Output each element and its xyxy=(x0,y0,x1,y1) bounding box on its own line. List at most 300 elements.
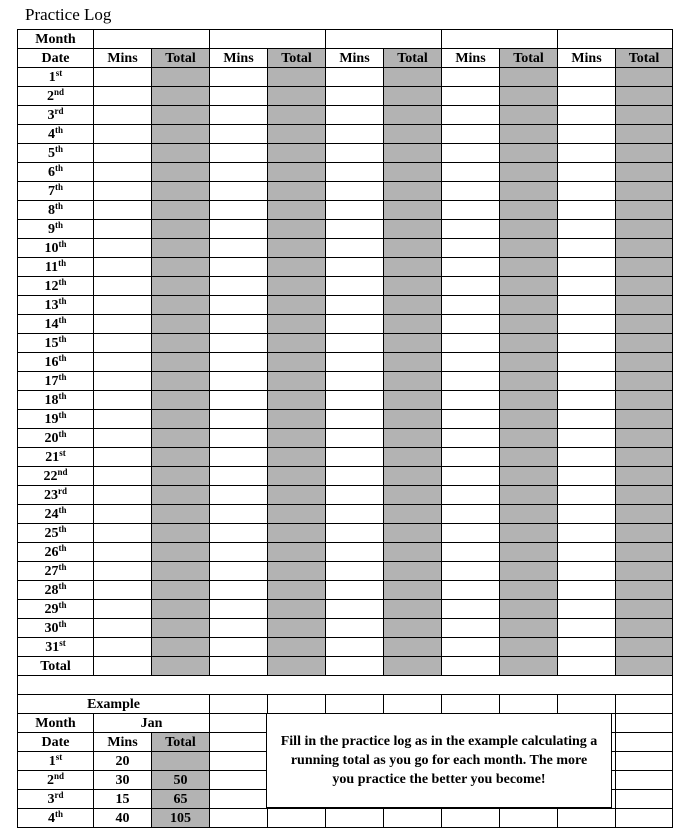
mins-input[interactable] xyxy=(210,68,268,87)
total-input[interactable] xyxy=(384,258,442,277)
total-input[interactable] xyxy=(384,391,442,410)
mins-input[interactable] xyxy=(442,543,500,562)
total-input[interactable] xyxy=(500,353,558,372)
total-input[interactable] xyxy=(384,87,442,106)
total-input[interactable] xyxy=(616,657,673,676)
total-input[interactable] xyxy=(500,448,558,467)
mins-input[interactable] xyxy=(210,315,268,334)
mins-input[interactable] xyxy=(326,429,384,448)
mins-input[interactable] xyxy=(442,581,500,600)
mins-input[interactable] xyxy=(558,638,616,657)
mins-input[interactable] xyxy=(94,106,152,125)
total-input[interactable] xyxy=(616,334,673,353)
mins-input[interactable] xyxy=(558,391,616,410)
total-input[interactable] xyxy=(152,467,210,486)
total-input[interactable] xyxy=(500,144,558,163)
mins-input[interactable] xyxy=(558,125,616,144)
mins-input[interactable] xyxy=(94,277,152,296)
mins-input[interactable] xyxy=(326,391,384,410)
total-input[interactable] xyxy=(152,239,210,258)
month-input[interactable] xyxy=(94,30,210,49)
total-input[interactable] xyxy=(500,638,558,657)
mins-input[interactable] xyxy=(558,372,616,391)
total-input[interactable] xyxy=(616,182,673,201)
mins-input[interactable] xyxy=(94,562,152,581)
total-input[interactable] xyxy=(384,144,442,163)
mins-input[interactable] xyxy=(94,68,152,87)
total-input[interactable] xyxy=(616,391,673,410)
total-input[interactable] xyxy=(152,277,210,296)
total-input[interactable] xyxy=(152,410,210,429)
mins-input[interactable] xyxy=(94,543,152,562)
total-input[interactable] xyxy=(616,429,673,448)
total-input[interactable] xyxy=(268,220,326,239)
mins-input[interactable] xyxy=(94,220,152,239)
mins-input[interactable] xyxy=(94,486,152,505)
mins-input[interactable] xyxy=(326,448,384,467)
mins-input[interactable] xyxy=(558,182,616,201)
total-input[interactable] xyxy=(152,581,210,600)
mins-input[interactable] xyxy=(326,277,384,296)
mins-input[interactable] xyxy=(326,638,384,657)
total-input[interactable] xyxy=(500,239,558,258)
total-input[interactable] xyxy=(152,600,210,619)
mins-input[interactable] xyxy=(326,315,384,334)
total-input[interactable] xyxy=(616,315,673,334)
mins-input[interactable] xyxy=(326,125,384,144)
mins-input[interactable] xyxy=(210,372,268,391)
mins-input[interactable] xyxy=(210,600,268,619)
mins-input[interactable] xyxy=(442,638,500,657)
mins-input[interactable] xyxy=(442,448,500,467)
mins-input[interactable] xyxy=(326,410,384,429)
total-input[interactable] xyxy=(268,277,326,296)
total-input[interactable] xyxy=(500,543,558,562)
mins-input[interactable] xyxy=(326,220,384,239)
mins-input[interactable] xyxy=(442,277,500,296)
total-input[interactable] xyxy=(616,87,673,106)
mins-input[interactable] xyxy=(442,239,500,258)
mins-input[interactable] xyxy=(326,372,384,391)
mins-input[interactable] xyxy=(442,619,500,638)
mins-input[interactable] xyxy=(442,372,500,391)
total-input[interactable] xyxy=(152,486,210,505)
total-input[interactable] xyxy=(152,505,210,524)
total-input[interactable] xyxy=(384,600,442,619)
mins-input[interactable] xyxy=(558,657,616,676)
month-input[interactable] xyxy=(558,30,673,49)
total-input[interactable] xyxy=(152,182,210,201)
total-input[interactable] xyxy=(152,353,210,372)
mins-input[interactable] xyxy=(210,448,268,467)
mins-input[interactable] xyxy=(326,657,384,676)
mins-input[interactable] xyxy=(442,87,500,106)
total-input[interactable] xyxy=(616,125,673,144)
mins-input[interactable] xyxy=(558,562,616,581)
mins-input[interactable] xyxy=(210,258,268,277)
total-input[interactable] xyxy=(152,87,210,106)
mins-input[interactable] xyxy=(558,524,616,543)
total-input[interactable] xyxy=(500,524,558,543)
total-input[interactable] xyxy=(268,543,326,562)
total-input[interactable] xyxy=(500,505,558,524)
mins-input[interactable] xyxy=(210,163,268,182)
mins-input[interactable] xyxy=(326,144,384,163)
mins-input[interactable] xyxy=(326,106,384,125)
total-input[interactable] xyxy=(500,372,558,391)
mins-input[interactable] xyxy=(94,391,152,410)
mins-input[interactable] xyxy=(442,562,500,581)
mins-input[interactable] xyxy=(94,163,152,182)
total-input[interactable] xyxy=(268,353,326,372)
mins-input[interactable] xyxy=(558,258,616,277)
mins-input[interactable] xyxy=(210,239,268,258)
total-input[interactable] xyxy=(384,68,442,87)
mins-input[interactable] xyxy=(558,296,616,315)
total-input[interactable] xyxy=(616,410,673,429)
total-input[interactable] xyxy=(152,429,210,448)
total-input[interactable] xyxy=(500,201,558,220)
mins-input[interactable] xyxy=(558,144,616,163)
mins-input[interactable] xyxy=(94,144,152,163)
total-input[interactable] xyxy=(384,163,442,182)
total-input[interactable] xyxy=(268,334,326,353)
total-input[interactable] xyxy=(500,87,558,106)
mins-input[interactable] xyxy=(94,410,152,429)
mins-input[interactable] xyxy=(442,144,500,163)
total-input[interactable] xyxy=(384,220,442,239)
mins-input[interactable] xyxy=(558,619,616,638)
mins-input[interactable] xyxy=(326,87,384,106)
total-input[interactable] xyxy=(500,467,558,486)
total-input[interactable] xyxy=(268,448,326,467)
mins-input[interactable] xyxy=(210,410,268,429)
total-input[interactable] xyxy=(616,524,673,543)
mins-input[interactable] xyxy=(442,353,500,372)
mins-input[interactable] xyxy=(94,125,152,144)
total-input[interactable] xyxy=(268,258,326,277)
total-input[interactable] xyxy=(268,182,326,201)
mins-input[interactable] xyxy=(210,524,268,543)
mins-input[interactable] xyxy=(326,619,384,638)
mins-input[interactable] xyxy=(94,239,152,258)
mins-input[interactable] xyxy=(442,258,500,277)
total-input[interactable] xyxy=(616,106,673,125)
mins-input[interactable] xyxy=(210,201,268,220)
mins-input[interactable] xyxy=(442,429,500,448)
mins-input[interactable] xyxy=(94,372,152,391)
total-input[interactable] xyxy=(384,524,442,543)
total-input[interactable] xyxy=(500,562,558,581)
mins-input[interactable] xyxy=(210,353,268,372)
total-input[interactable] xyxy=(616,467,673,486)
total-input[interactable] xyxy=(152,163,210,182)
mins-input[interactable] xyxy=(210,125,268,144)
total-input[interactable] xyxy=(152,106,210,125)
mins-input[interactable] xyxy=(94,467,152,486)
mins-input[interactable] xyxy=(210,220,268,239)
mins-input[interactable] xyxy=(558,467,616,486)
mins-input[interactable] xyxy=(558,277,616,296)
mins-input[interactable] xyxy=(326,182,384,201)
total-input[interactable] xyxy=(268,581,326,600)
total-input[interactable] xyxy=(384,638,442,657)
total-input[interactable] xyxy=(616,619,673,638)
total-input[interactable] xyxy=(616,486,673,505)
total-input[interactable] xyxy=(616,163,673,182)
total-input[interactable] xyxy=(268,372,326,391)
mins-input[interactable] xyxy=(94,505,152,524)
mins-input[interactable] xyxy=(210,391,268,410)
mins-input[interactable] xyxy=(210,581,268,600)
total-input[interactable] xyxy=(384,562,442,581)
mins-input[interactable] xyxy=(210,429,268,448)
mins-input[interactable] xyxy=(210,106,268,125)
mins-input[interactable] xyxy=(558,600,616,619)
mins-input[interactable] xyxy=(210,277,268,296)
total-input[interactable] xyxy=(152,619,210,638)
month-input[interactable] xyxy=(210,30,326,49)
mins-input[interactable] xyxy=(210,87,268,106)
total-input[interactable] xyxy=(616,353,673,372)
mins-input[interactable] xyxy=(210,562,268,581)
total-input[interactable] xyxy=(616,505,673,524)
mins-input[interactable] xyxy=(210,486,268,505)
mins-input[interactable] xyxy=(558,353,616,372)
total-input[interactable] xyxy=(500,657,558,676)
total-input[interactable] xyxy=(268,562,326,581)
total-input[interactable] xyxy=(500,600,558,619)
total-input[interactable] xyxy=(268,410,326,429)
total-input[interactable] xyxy=(500,334,558,353)
total-input[interactable] xyxy=(500,486,558,505)
mins-input[interactable] xyxy=(94,619,152,638)
mins-input[interactable] xyxy=(210,657,268,676)
mins-input[interactable] xyxy=(442,201,500,220)
mins-input[interactable] xyxy=(442,296,500,315)
mins-input[interactable] xyxy=(326,68,384,87)
total-input[interactable] xyxy=(500,410,558,429)
mins-input[interactable] xyxy=(442,410,500,429)
total-input[interactable] xyxy=(500,619,558,638)
mins-input[interactable] xyxy=(326,201,384,220)
total-input[interactable] xyxy=(384,353,442,372)
total-input[interactable] xyxy=(268,144,326,163)
total-input[interactable] xyxy=(268,239,326,258)
total-input[interactable] xyxy=(616,258,673,277)
mins-input[interactable] xyxy=(210,638,268,657)
total-input[interactable] xyxy=(616,296,673,315)
total-input[interactable] xyxy=(268,391,326,410)
mins-input[interactable] xyxy=(94,353,152,372)
mins-input[interactable] xyxy=(94,657,152,676)
total-input[interactable] xyxy=(152,296,210,315)
total-input[interactable] xyxy=(268,429,326,448)
mins-input[interactable] xyxy=(94,182,152,201)
total-input[interactable] xyxy=(616,600,673,619)
mins-input[interactable] xyxy=(210,334,268,353)
mins-input[interactable] xyxy=(210,505,268,524)
total-input[interactable] xyxy=(616,239,673,258)
total-input[interactable] xyxy=(268,600,326,619)
total-input[interactable] xyxy=(500,68,558,87)
mins-input[interactable] xyxy=(442,505,500,524)
total-input[interactable] xyxy=(500,163,558,182)
total-input[interactable] xyxy=(384,619,442,638)
total-input[interactable] xyxy=(616,201,673,220)
total-input[interactable] xyxy=(500,581,558,600)
mins-input[interactable] xyxy=(210,296,268,315)
total-input[interactable] xyxy=(384,543,442,562)
mins-input[interactable] xyxy=(94,315,152,334)
mins-input[interactable] xyxy=(210,144,268,163)
mins-input[interactable] xyxy=(210,543,268,562)
mins-input[interactable] xyxy=(210,182,268,201)
total-input[interactable] xyxy=(152,657,210,676)
mins-input[interactable] xyxy=(442,334,500,353)
total-input[interactable] xyxy=(152,220,210,239)
total-input[interactable] xyxy=(152,334,210,353)
mins-input[interactable] xyxy=(558,486,616,505)
total-input[interactable] xyxy=(500,429,558,448)
mins-input[interactable] xyxy=(442,163,500,182)
total-input[interactable] xyxy=(152,638,210,657)
total-input[interactable] xyxy=(268,657,326,676)
mins-input[interactable] xyxy=(94,258,152,277)
total-input[interactable] xyxy=(268,315,326,334)
mins-input[interactable] xyxy=(442,68,500,87)
mins-input[interactable] xyxy=(94,201,152,220)
mins-input[interactable] xyxy=(94,448,152,467)
mins-input[interactable] xyxy=(94,334,152,353)
total-input[interactable] xyxy=(616,581,673,600)
mins-input[interactable] xyxy=(442,106,500,125)
total-input[interactable] xyxy=(616,562,673,581)
mins-input[interactable] xyxy=(442,182,500,201)
mins-input[interactable] xyxy=(326,543,384,562)
total-input[interactable] xyxy=(268,505,326,524)
mins-input[interactable] xyxy=(326,258,384,277)
total-input[interactable] xyxy=(268,125,326,144)
total-input[interactable] xyxy=(384,372,442,391)
mins-input[interactable] xyxy=(326,600,384,619)
total-input[interactable] xyxy=(384,296,442,315)
mins-input[interactable] xyxy=(442,600,500,619)
mins-input[interactable] xyxy=(326,296,384,315)
mins-input[interactable] xyxy=(210,467,268,486)
total-input[interactable] xyxy=(152,144,210,163)
mins-input[interactable] xyxy=(442,657,500,676)
total-input[interactable] xyxy=(500,296,558,315)
mins-input[interactable] xyxy=(94,524,152,543)
total-input[interactable] xyxy=(268,201,326,220)
total-input[interactable] xyxy=(268,296,326,315)
mins-input[interactable] xyxy=(94,600,152,619)
mins-input[interactable] xyxy=(326,486,384,505)
total-input[interactable] xyxy=(616,638,673,657)
total-input[interactable] xyxy=(384,448,442,467)
total-input[interactable] xyxy=(616,372,673,391)
total-input[interactable] xyxy=(384,467,442,486)
total-input[interactable] xyxy=(268,87,326,106)
mins-input[interactable] xyxy=(326,505,384,524)
total-input[interactable] xyxy=(268,467,326,486)
total-input[interactable] xyxy=(268,106,326,125)
total-input[interactable] xyxy=(152,562,210,581)
mins-input[interactable] xyxy=(326,163,384,182)
mins-input[interactable] xyxy=(558,543,616,562)
total-input[interactable] xyxy=(500,391,558,410)
total-input[interactable] xyxy=(268,486,326,505)
mins-input[interactable] xyxy=(94,429,152,448)
total-input[interactable] xyxy=(616,144,673,163)
total-input[interactable] xyxy=(384,315,442,334)
total-input[interactable] xyxy=(384,657,442,676)
total-input[interactable] xyxy=(384,486,442,505)
total-input[interactable] xyxy=(152,391,210,410)
total-input[interactable] xyxy=(500,277,558,296)
mins-input[interactable] xyxy=(558,106,616,125)
mins-input[interactable] xyxy=(326,562,384,581)
mins-input[interactable] xyxy=(558,581,616,600)
mins-input[interactable] xyxy=(326,353,384,372)
mins-input[interactable] xyxy=(558,410,616,429)
mins-input[interactable] xyxy=(558,448,616,467)
total-input[interactable] xyxy=(384,277,442,296)
total-input[interactable] xyxy=(616,277,673,296)
total-input[interactable] xyxy=(500,125,558,144)
mins-input[interactable] xyxy=(94,87,152,106)
total-input[interactable] xyxy=(616,543,673,562)
mins-input[interactable] xyxy=(326,467,384,486)
mins-input[interactable] xyxy=(558,163,616,182)
mins-input[interactable] xyxy=(442,220,500,239)
total-input[interactable] xyxy=(268,619,326,638)
total-input[interactable] xyxy=(152,68,210,87)
total-input[interactable] xyxy=(384,505,442,524)
total-input[interactable] xyxy=(384,201,442,220)
total-input[interactable] xyxy=(152,315,210,334)
mins-input[interactable] xyxy=(558,334,616,353)
total-input[interactable] xyxy=(616,68,673,87)
total-input[interactable] xyxy=(616,220,673,239)
mins-input[interactable] xyxy=(210,619,268,638)
mins-input[interactable] xyxy=(558,87,616,106)
total-input[interactable] xyxy=(152,543,210,562)
total-input[interactable] xyxy=(384,239,442,258)
total-input[interactable] xyxy=(384,106,442,125)
mins-input[interactable] xyxy=(558,429,616,448)
total-input[interactable] xyxy=(500,182,558,201)
total-input[interactable] xyxy=(268,68,326,87)
mins-input[interactable] xyxy=(442,486,500,505)
mins-input[interactable] xyxy=(442,467,500,486)
total-input[interactable] xyxy=(268,638,326,657)
mins-input[interactable] xyxy=(442,315,500,334)
total-input[interactable] xyxy=(384,182,442,201)
total-input[interactable] xyxy=(384,334,442,353)
mins-input[interactable] xyxy=(94,296,152,315)
total-input[interactable] xyxy=(500,258,558,277)
total-input[interactable] xyxy=(268,524,326,543)
mins-input[interactable] xyxy=(326,239,384,258)
mins-input[interactable] xyxy=(326,581,384,600)
total-input[interactable] xyxy=(152,258,210,277)
mins-input[interactable] xyxy=(558,505,616,524)
total-input[interactable] xyxy=(500,106,558,125)
mins-input[interactable] xyxy=(94,581,152,600)
total-input[interactable] xyxy=(152,524,210,543)
